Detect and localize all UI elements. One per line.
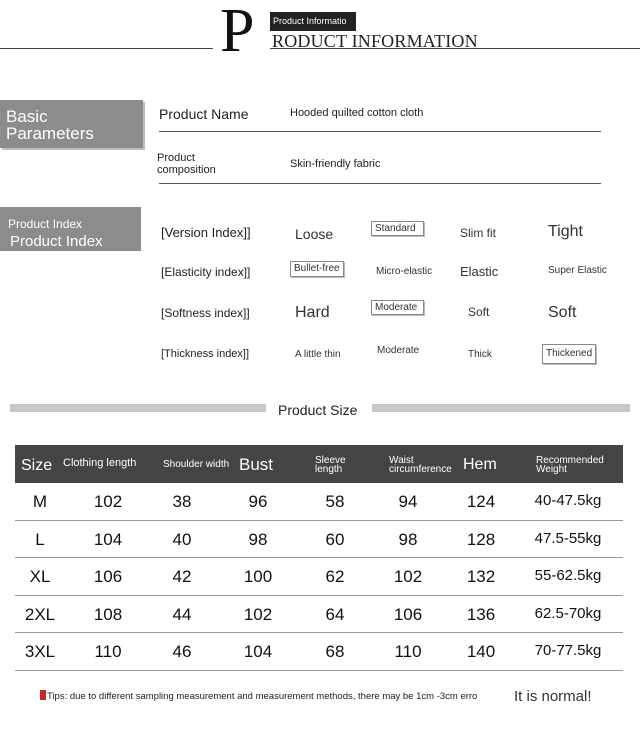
header-big-letter: P [220, 0, 255, 65]
col-hem: Hem [463, 456, 497, 473]
product-composition-divider [159, 183, 601, 184]
elasticity-option-super-elastic: Super Elastic [548, 265, 607, 276]
table-cell: 40-47.5kg [534, 492, 602, 509]
version-option-slim-fit: Slim fit [460, 226, 496, 240]
version-option-standard-selected: Standard [371, 221, 424, 236]
header-rule-left [0, 48, 213, 49]
table-cell: XL [29, 567, 51, 587]
table-cell: 136 [466, 604, 496, 624]
elasticity-option-bullet-free-selected: Bullet-free [290, 261, 344, 277]
table-cell: 62.5-70kg [534, 604, 602, 622]
table-cell: 106 [93, 567, 123, 587]
product-index-block [0, 207, 141, 251]
table-cell: 124 [466, 492, 496, 511]
product-size-title: Product Size [278, 402, 358, 418]
product-index-label: Product Index [10, 233, 103, 250]
basic-parameters-label: Basic Parameters [6, 107, 94, 143]
elasticity-option-micro-elastic: Micro-elastic [376, 266, 433, 277]
row-divider [15, 670, 623, 671]
version-option-tight: Tight [548, 223, 583, 240]
table-cell: 132 [466, 567, 496, 587]
product-composition-label: Product composition [157, 152, 216, 176]
tips-note [40, 690, 477, 702]
table-cell: 98 [248, 529, 268, 549]
table-cell: 104 [243, 642, 273, 662]
col-clothing-length: Clothing length [63, 457, 137, 469]
table-cell: M [32, 492, 48, 511]
softness-option-soft: Soft [468, 305, 490, 319]
table-row [15, 558, 623, 596]
tips-end: It is normal! [514, 688, 592, 705]
elasticity-index-label: [Elasticity index]] [161, 265, 251, 279]
table-cell: 140 [466, 642, 496, 662]
thickness-option-moderate: Moderate [377, 345, 420, 356]
table-cell: 47.5-55kg [534, 529, 602, 547]
table-cell: 42 [172, 567, 192, 587]
table-cell: 100 [243, 567, 273, 587]
table-cell: 94 [398, 492, 418, 511]
softness-option-moderate-selected: Moderate [371, 300, 424, 315]
table-cell: 102 [243, 604, 273, 624]
size-separator-right [372, 404, 630, 412]
table-cell: 46 [172, 642, 192, 662]
table-row [15, 596, 623, 634]
thickness-index-label: [Thickness index]] [161, 348, 250, 360]
table-cell: 38 [172, 492, 192, 511]
table-row [15, 633, 623, 671]
table-cell: 64 [325, 604, 345, 624]
thickness-option-thick: Thick [468, 349, 492, 360]
product-name-value: Hooded quilted cotton cloth [290, 107, 424, 119]
softness-option-soft-2: Soft [548, 304, 577, 321]
elasticity-option-elastic: Elastic [460, 264, 499, 279]
col-sleeve-length: Sleeve length [315, 455, 346, 475]
thickness-option-a-little-thin: A little thin [295, 349, 341, 360]
table-cell: 62 [325, 567, 345, 587]
table-cell: 40 [172, 529, 192, 549]
table-cell: 128 [466, 529, 496, 549]
table-row [15, 521, 623, 559]
table-cell: 102 [93, 492, 123, 511]
table-cell: 110 [94, 642, 122, 662]
header-badge: Product Informatio [270, 12, 356, 31]
product-composition-value: Skin-friendly fabric [290, 158, 381, 170]
product-name-label: Product Name [159, 106, 249, 122]
table-cell: 58 [325, 492, 345, 511]
size-separator-left [10, 404, 266, 412]
table-cell: L [35, 529, 45, 549]
softness-option-hard: Hard [295, 304, 330, 321]
table-cell: 60 [325, 529, 345, 549]
table-cell: 106 [393, 604, 423, 624]
table-cell: 55-62.5kg [534, 567, 602, 585]
table-cell: 98 [398, 529, 418, 549]
col-waist-circumference: Waist circumference [389, 455, 452, 475]
tips-text: Tips: due to different sampling measurement and measurement methods, there may be 1cm -3cm erro [47, 691, 478, 702]
thickness-option-thickened-selected: Thickened [542, 344, 596, 364]
table-cell: 68 [325, 642, 345, 662]
table-cell: 3XL [24, 642, 56, 662]
col-shoulder-width: Shoulder width [163, 459, 230, 470]
table-cell: 108 [93, 604, 123, 624]
table-cell: 2XL [24, 604, 56, 624]
product-index-label-small: Product Index [8, 217, 83, 231]
col-bust: Bust [239, 455, 274, 474]
col-recommended-weight: Recommended Weight [536, 455, 604, 475]
size-table-header [15, 445, 623, 483]
page-title: RODUCT INFORMATION [272, 31, 478, 51]
table-row [15, 483, 623, 521]
version-option-loose: Loose [295, 226, 334, 242]
table-cell: 110 [394, 642, 422, 662]
table-cell: 70-77.5kg [534, 642, 602, 660]
softness-index-label: [Softness index]] [161, 306, 250, 320]
table-cell: 102 [393, 567, 423, 587]
version-index-label: [Version Index]] [161, 225, 251, 240]
col-size: Size [21, 457, 53, 474]
tip-flag-icon [40, 690, 46, 700]
table-cell: 96 [248, 492, 268, 511]
table-cell: 44 [172, 604, 192, 624]
table-cell: 104 [93, 529, 123, 549]
basic-parameters-block [0, 100, 143, 148]
product-name-divider [159, 131, 601, 132]
